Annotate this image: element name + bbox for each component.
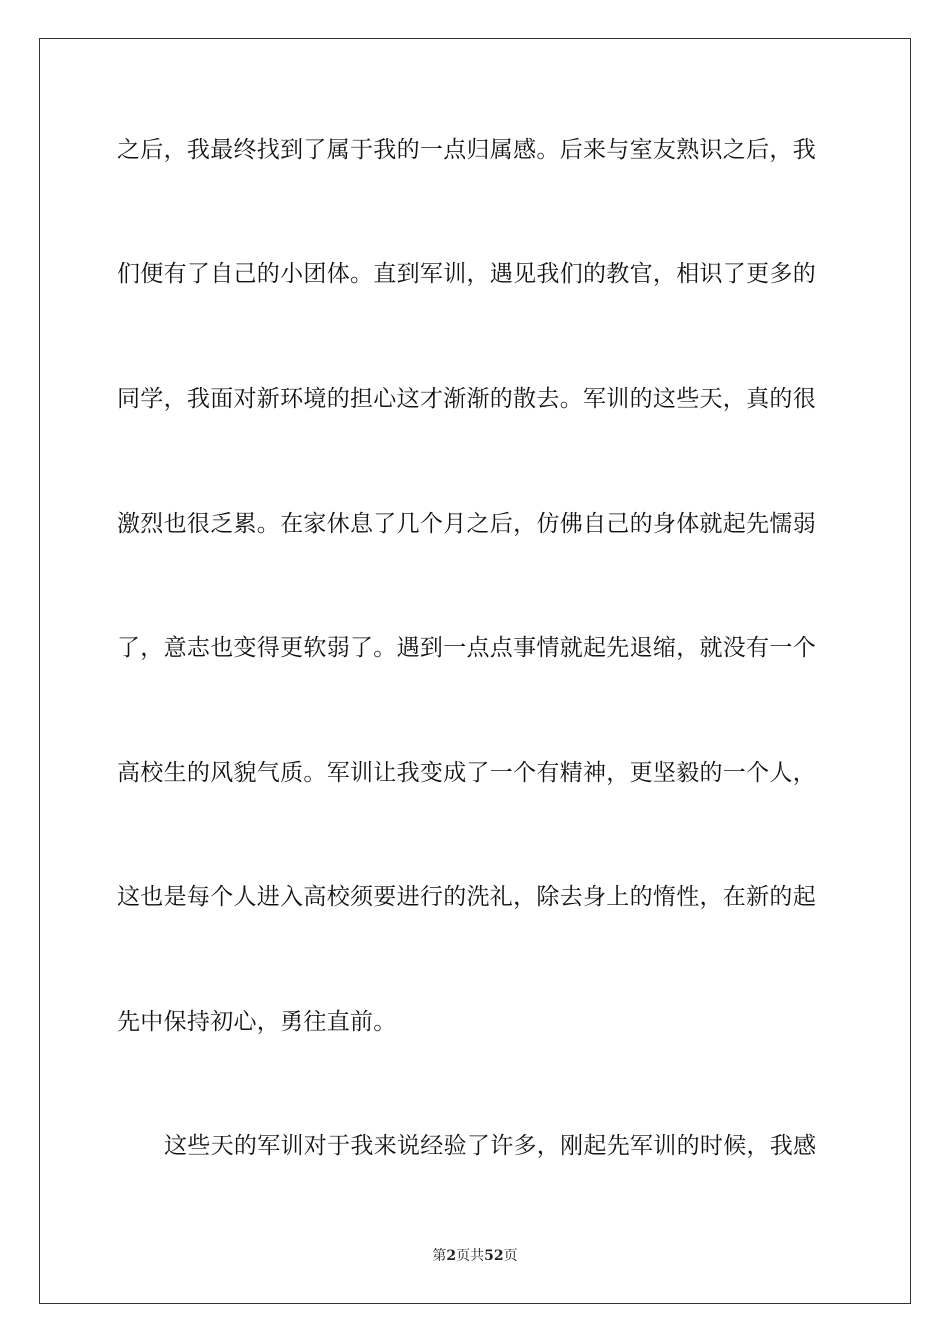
page-frame (39, 38, 911, 1304)
body-line-7: 这也是每个人进入高校须要进行的洗礼，除去身上的惰性，在新的起 (117, 884, 816, 910)
page-number: 2 (446, 1248, 457, 1264)
body-line-2: 们便有了自己的小团体。直到军训，遇见我们的教官，相识了更多的 (117, 261, 816, 287)
body-line-1: 之后，我最终找到了属于我的一点归属感。后来与室友熟识之后，我 (117, 137, 816, 163)
page-footer (0, 1246, 950, 1266)
page-suffix: 页 (456, 1248, 471, 1264)
body-line-5: 了，意志也变得更软弱了。遇到一点点事情就起先退缩，就没有一个 (117, 635, 816, 661)
body-line-4: 激烈也很乏累。在家休息了几个月之后，仿佛自己的身体就起先懦弱 (117, 511, 816, 537)
body-line-9-paragraph-start: 这些天的军训对于我来说经验了许多，刚起先军训的时候，我感 (164, 1133, 817, 1159)
page-prefix: 第 (432, 1248, 447, 1264)
total-suffix: 页 (503, 1248, 518, 1264)
body-line-8: 先中保持初心，勇往直前。 (117, 1009, 397, 1035)
body-line-3: 同学，我面对新环境的担心这才渐渐的散去。军训的这些天，真的很 (117, 386, 816, 412)
body-line-6: 高校生的风貌气质。军训让我变成了一个有精神，更坚毅的一个人， (117, 760, 816, 786)
total-pages: 52 (484, 1248, 504, 1264)
total-prefix: 共 (470, 1248, 485, 1264)
